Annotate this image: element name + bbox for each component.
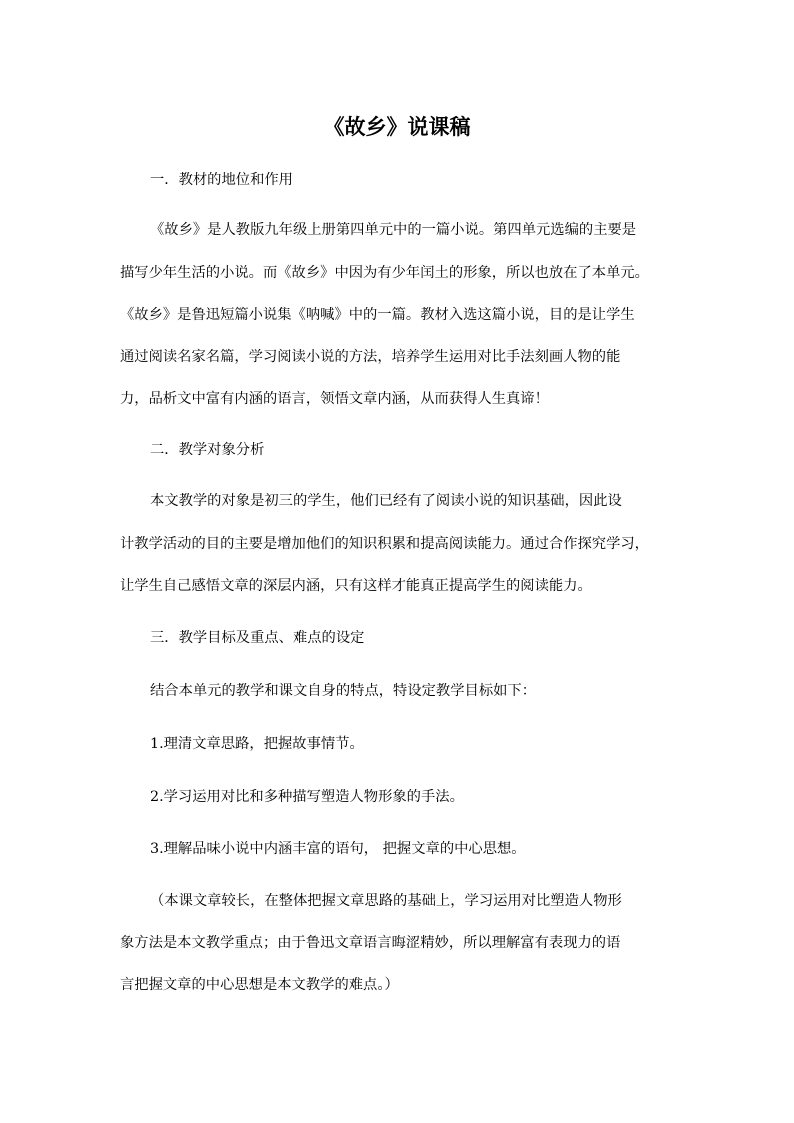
document-title: 《故乡》说课稿 <box>323 114 471 139</box>
section-2-paragraph-line: 本文教学的对象是初三的学生，他们已经有了阅读小说的知识基础，因此设 <box>150 493 622 509</box>
section-2-paragraph-line: 让学生自己感悟文章的深层内涵，只有这样才能真正提高学生的阅读能力。 <box>120 578 592 594</box>
section-3-note-line: 言把握文章的中心思想是本文教学的难点。） <box>120 977 399 993</box>
section-3-intro: 结合本单元的教学和课文自身的特点，特设定教学目标如下： <box>150 683 537 699</box>
section-3-note-line: （本课文章较长，在整体把握文章思路的基础上，学习运用对比塑造人物形 <box>150 893 622 909</box>
section-2-paragraph-line: 计教学活动的目的主要是增加他们的知识积累和提高阅读能力。通过合作探究学习， <box>120 536 649 552</box>
section-3-note-line: 象方法是本文教学重点；由于鲁迅文章语言晦涩精妙，所以理解富有表现力的语 <box>120 935 621 951</box>
section-1-paragraph-line: 力，品析文中富有内涵的语言，领悟文章内涵，从而获得人生真谛！ <box>120 391 549 407</box>
section-1-paragraph-line: 《故乡》是鲁迅短篇小说集《呐喊》中的一篇。教材入选这篇小说，目的是让学生 <box>120 307 635 323</box>
goal-item-2: 2.学习运用对比和多种描写塑造人物形象的手法。 <box>150 789 464 805</box>
goal-item-1: 1.理清文章思路，把握故事情节。 <box>150 736 364 752</box>
section-3-heading: 三．教学目标及重点、难点的设定 <box>150 630 365 646</box>
section-1-paragraph-line: 通过阅读名家名篇，学习阅读小说的方法，培养学生运用对比手法刻画人物的能 <box>120 349 621 365</box>
section-1-paragraph-line: 描写少年生活的小说。而《故乡》中因为有少年闰土的形象，所以也放在了本单元。 <box>120 265 649 281</box>
section-1-paragraph-line: 《故乡》是人教版九年级上册第四单元中的一篇小说。第四单元选编的主要是 <box>150 222 637 238</box>
section-1-heading: 一．教材的地位和作用 <box>150 172 293 188</box>
goal-item-3: 3.理解品味小说中内涵丰富的语句， 把握文章的中心思想。 <box>150 841 526 857</box>
section-2-heading: 二．教学对象分析 <box>150 442 265 458</box>
